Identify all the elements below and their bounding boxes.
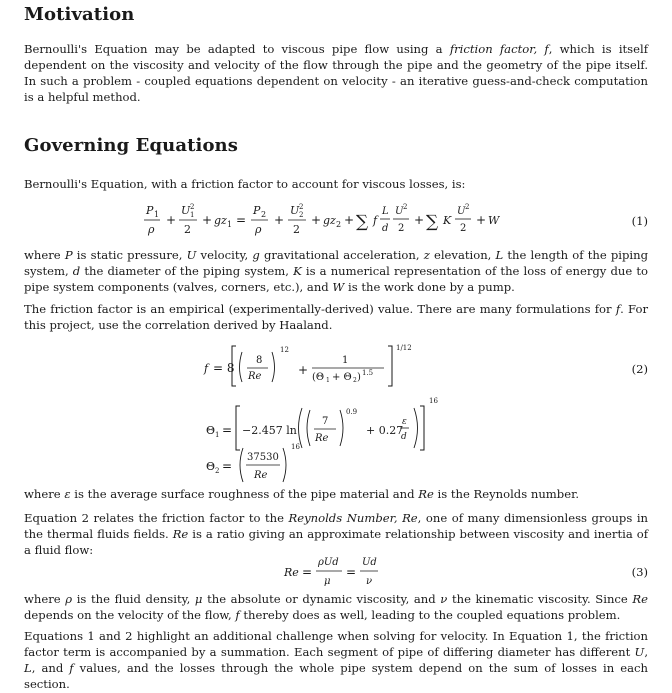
svg-text:=: = [302, 565, 313, 579]
equation-2-number: (2) [631, 362, 648, 376]
svg-text:1: 1 [215, 431, 220, 439]
svg-text:W: W [488, 214, 500, 227]
svg-text:1: 1 [326, 377, 330, 384]
svg-text:−2.457 ln: −2.457 ln [242, 424, 297, 437]
svg-text:P: P [253, 204, 261, 217]
svg-text:∑: ∑ [426, 212, 439, 232]
svg-text:2: 2 [398, 223, 405, 234]
svg-text:d: d [382, 223, 389, 234]
governing-intro: Bernoulli's Equation, with a friction factor to account for viscous losses, is: [24, 177, 466, 191]
svg-text:ρ: ρ [148, 223, 155, 236]
svg-text:+: + [344, 213, 355, 227]
svg-text:2: 2 [353, 377, 357, 384]
svg-text:Re: Re [315, 433, 329, 444]
equation-3-number: (3) [631, 565, 648, 579]
svg-text:1: 1 [190, 211, 195, 219]
svg-text:Θ: Θ [206, 424, 216, 437]
where-paragraph-2: where ε is the average surface roughness of the pipe material and Re is the Reynolds number. [24, 487, 580, 501]
equation-1-number: (1) [631, 214, 648, 228]
svg-text:8: 8 [256, 355, 263, 366]
svg-text:2: 2 [460, 223, 467, 234]
svg-text:2: 2 [261, 210, 267, 219]
friction-paragraph: The friction factor is an empirical (experimentally-derived) value. There are many formulations for f. For this project, use the correlation derived by Haaland. [24, 302, 648, 332]
svg-text:U: U [395, 206, 404, 217]
equation-2-description: Equation 2 relates the friction factor to the Reynolds Number, Re, one of many dimensionless groups in the thermal fluids fields. Re is a ratio giving an approximate relationship between viscosity and inertia of a fluid flow: [24, 511, 649, 557]
svg-text:ρ: ρ [255, 223, 262, 236]
svg-text:16: 16 [291, 443, 300, 451]
svg-text:2: 2 [465, 203, 470, 211]
svg-text:+ 0.27: + 0.27 [366, 424, 404, 437]
svg-text:f: f [204, 362, 209, 375]
svg-text:): ) [357, 372, 361, 383]
svg-text:+: + [476, 213, 487, 227]
svg-text:+: + [414, 213, 425, 227]
svg-text:0.9: 0.9 [346, 408, 358, 416]
svg-text:2: 2 [215, 467, 220, 475]
equation-2 [24, 340, 648, 485]
svg-text:=: = [236, 213, 247, 227]
svg-text:Re: Re [248, 371, 262, 382]
svg-text:U: U [290, 204, 300, 217]
svg-text:K: K [443, 214, 452, 227]
svg-text:Re: Re [254, 470, 268, 481]
svg-text:1: 1 [342, 355, 349, 366]
svg-text:ρUd: ρUd [318, 557, 339, 568]
svg-text:7: 7 [322, 416, 329, 427]
svg-text:Ud: Ud [362, 557, 377, 568]
haaland-equation [204, 340, 644, 485]
svg-text:ν: ν [366, 576, 373, 587]
svg-text:2: 2 [293, 223, 300, 236]
svg-text:∑: ∑ [356, 212, 369, 232]
svg-text:d: d [401, 432, 407, 442]
svg-text:Θ: Θ [206, 460, 216, 473]
svg-text:2: 2 [336, 220, 342, 229]
where-paragraph-1: where P is static pressure, U velocity, g gravitational acceleration, z elevation, L the length of the piping system, d the diameter of the piping system, K is a numerical representation of the loss of energy due to pipe system components (valves, corners, etc.), and W is the work done by a pump. [24, 248, 649, 294]
svg-text:16: 16 [429, 397, 438, 405]
svg-text:12: 12 [280, 346, 289, 354]
svg-text:1/12: 1/12 [396, 344, 412, 352]
svg-text:+: + [298, 363, 309, 377]
bernoulli-equation [144, 200, 564, 240]
svg-text:= 8: = 8 [213, 361, 235, 375]
svg-text:μ: μ [324, 576, 331, 587]
svg-text:37530: 37530 [247, 452, 279, 463]
equation-1 [24, 200, 648, 240]
svg-text:1: 1 [227, 220, 233, 229]
svg-text:=: = [222, 423, 233, 437]
svg-text:+: + [311, 213, 322, 227]
svg-text:=: = [222, 459, 233, 473]
svg-text:Re: Re [284, 566, 299, 579]
svg-text:+: + [274, 213, 285, 227]
svg-text:2: 2 [299, 203, 304, 211]
svg-text:2: 2 [190, 203, 195, 211]
svg-text:1: 1 [154, 210, 160, 219]
svg-text:L: L [382, 206, 389, 217]
svg-text:f: f [373, 214, 378, 227]
svg-text:gz: gz [323, 214, 336, 227]
svg-text:2: 2 [403, 203, 408, 211]
svg-text:+: + [202, 213, 213, 227]
reynolds-equation [284, 552, 424, 592]
svg-text:(Θ: (Θ [312, 372, 325, 383]
svg-text:U: U [457, 206, 466, 217]
svg-text:P: P [146, 204, 154, 217]
svg-text:ε: ε [402, 417, 407, 427]
svg-text:2: 2 [299, 211, 304, 219]
section-title-governing: Governing Equations [24, 135, 238, 156]
svg-text:+ Θ: + Θ [332, 372, 352, 383]
where-paragraph-3: where ρ is the fluid density, μ the absolute or dynamic viscosity, and ν the kinematic viscosity. Since Re depends on the velocity of the flow, f thereby does as well, leading to the coupled equations problem. [24, 592, 648, 622]
svg-text:=: = [346, 565, 357, 579]
final-paragraph: Equations 1 and 2 highlight an additional challenge when solving for velocity. In Equation 1, the friction factor term is accompanied by a summation. Each segment of pipe of differing diameter has different U, L, and f values, and the losses through the whole pipe system depend on the sum of losses in each section. [24, 629, 648, 691]
svg-text:2: 2 [184, 223, 191, 236]
svg-text:U: U [181, 204, 191, 217]
section-title-motivation: Motivation [24, 4, 135, 25]
svg-text:+: + [166, 213, 177, 227]
svg-text:gz: gz [214, 214, 227, 227]
equation-3 [24, 552, 648, 592]
motivation-paragraph: Bernoulli's Equation may be adapted to viscous pipe flow using a friction factor, f, which is itself dependent on the viscosity and velocity of the flow through the pipe and the geometry of the pipe itself. In such a problem - coupled equations dependent on velocity - an iterative guess-and-check computation is a helpful method. [24, 42, 648, 104]
svg-text:1.5: 1.5 [362, 369, 374, 377]
